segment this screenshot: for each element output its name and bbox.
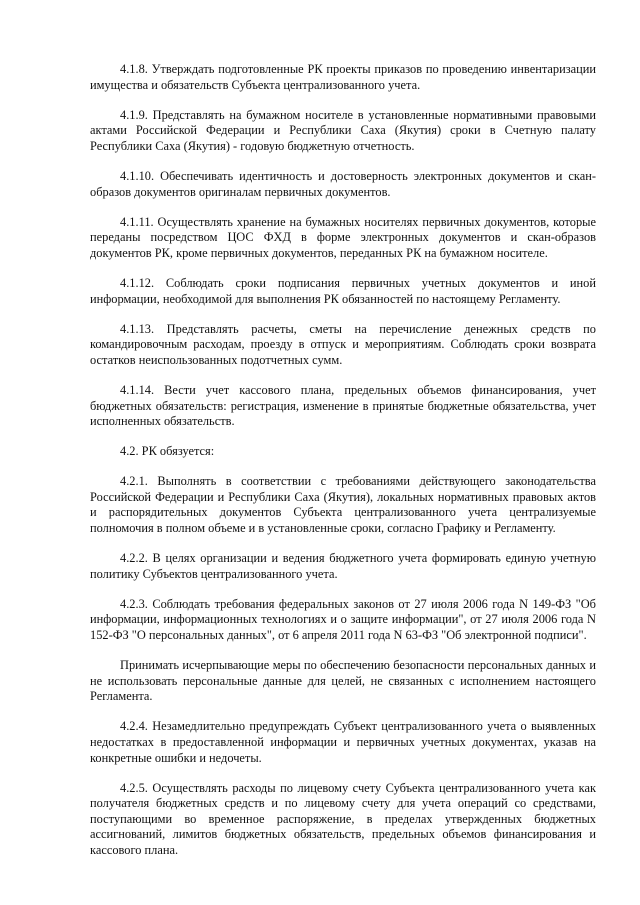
paragraph-4-1-10: 4.1.10. Обеспечивать идентичность и достоверность электронных документов и скан-образов документов оригиналам первичных документов. [90,168,596,199]
paragraph-4-2-1: 4.2.1. Выполнять в соответствии с требованиями действующего законодательства Российской Федерации и Республики Саха (Якутия), локальных нормативных правовых актов и распорядительных документов Субъекта централизованного учета централизуемые полномочия в полном объеме и в установленные сроки, согласно Графику и Регламенту. [90,474,596,536]
paragraph-4-1-11: 4.1.11. Осуществлять хранение на бумажных носителях первичных документов, которые переданы посредством ЦОС ФХД в форме электронных документов и скан-образов документов РК, кроме первичных документов, переданных РК на бумажном носителе. [90,214,596,260]
paragraph-personal-data: Принимать исчерпывающие меры по обеспечению безопасности персональных данных и не использовать персональные данные для целей, не связанных с исполнением настоящего Регламента. [90,658,596,704]
paragraph-4-2-5: 4.2.5. Осуществлять расходы по лицевому счету Субъекта централизованного учета как получателя бюджетных средств и по лицевому счету для учета операций со средствами, поступающими во временное распоряжение, в пределах утвержденных бюджетных ассигнований, лимитов бюджетных обязательств, предельных объемов финансирования и кассового плана. [90,780,596,858]
paragraph-4-1-13: 4.1.13. Представлять расчеты, сметы на перечисление денежных средств по командировочным расходам, проезду в отпуск и мероприятиям. Соблюдать сроки возврата остатков неиспользованных подотчетных сумм. [90,321,596,367]
paragraph-4-1-8: 4.1.8. Утверждать подготовленные РК проекты приказов по проведению инвентаризации имущества и обязательств Субъекта централизованного учета. [90,62,596,92]
paragraph-4-1-14: 4.1.14. Вести учет кассового плана, предельных объемов финансирования, учет бюджетных обязательств: регистрация, изменение в принятые бюджетные обязательства, учет исполненных обязательств. [90,382,596,429]
paragraph-4-1-9: 4.1.9. Представлять на бумажном носителе в установленные нормативными правовыми актами Российской Федерации и Республики Саха (Якутия) сроки в Счетную палату Республики Саха (Якутия) - годовую бюджетную отчетность. [90,107,596,153]
paragraph-4-2-4: 4.2.4. Незамедлительно предупреждать Субъект централизованного учета о выявленных недостатках в предоставленной информации и первичных учетных документах, указав на конкретные ошибки и недочеты. [90,719,596,765]
paragraph-4-1-12: 4.1.12. Соблюдать сроки подписания первичных учетных документов и иной информации, необходимой для выполнения РК обязанностей по настоящему Регламенту. [90,275,596,306]
paragraph-4-2-3: 4.2.3. Соблюдать требования федеральных законов от 27 июля 2006 года N 149-ФЗ "Об информации, информационных технологиях и о защите информации", от 27 июля 2006 года N 152-ФЗ "О персональных данных", от 6 апреля 2011 года N 63-ФЗ "Об электронной подписи". [90,596,596,643]
paragraph-4-2-2: 4.2.2. В целях организации и ведения бюджетного учета формировать единую учетную политику Субъектов централизованного учета. [90,551,596,581]
section-heading-4-2: 4.2. РК обязуется: [120,444,215,459]
